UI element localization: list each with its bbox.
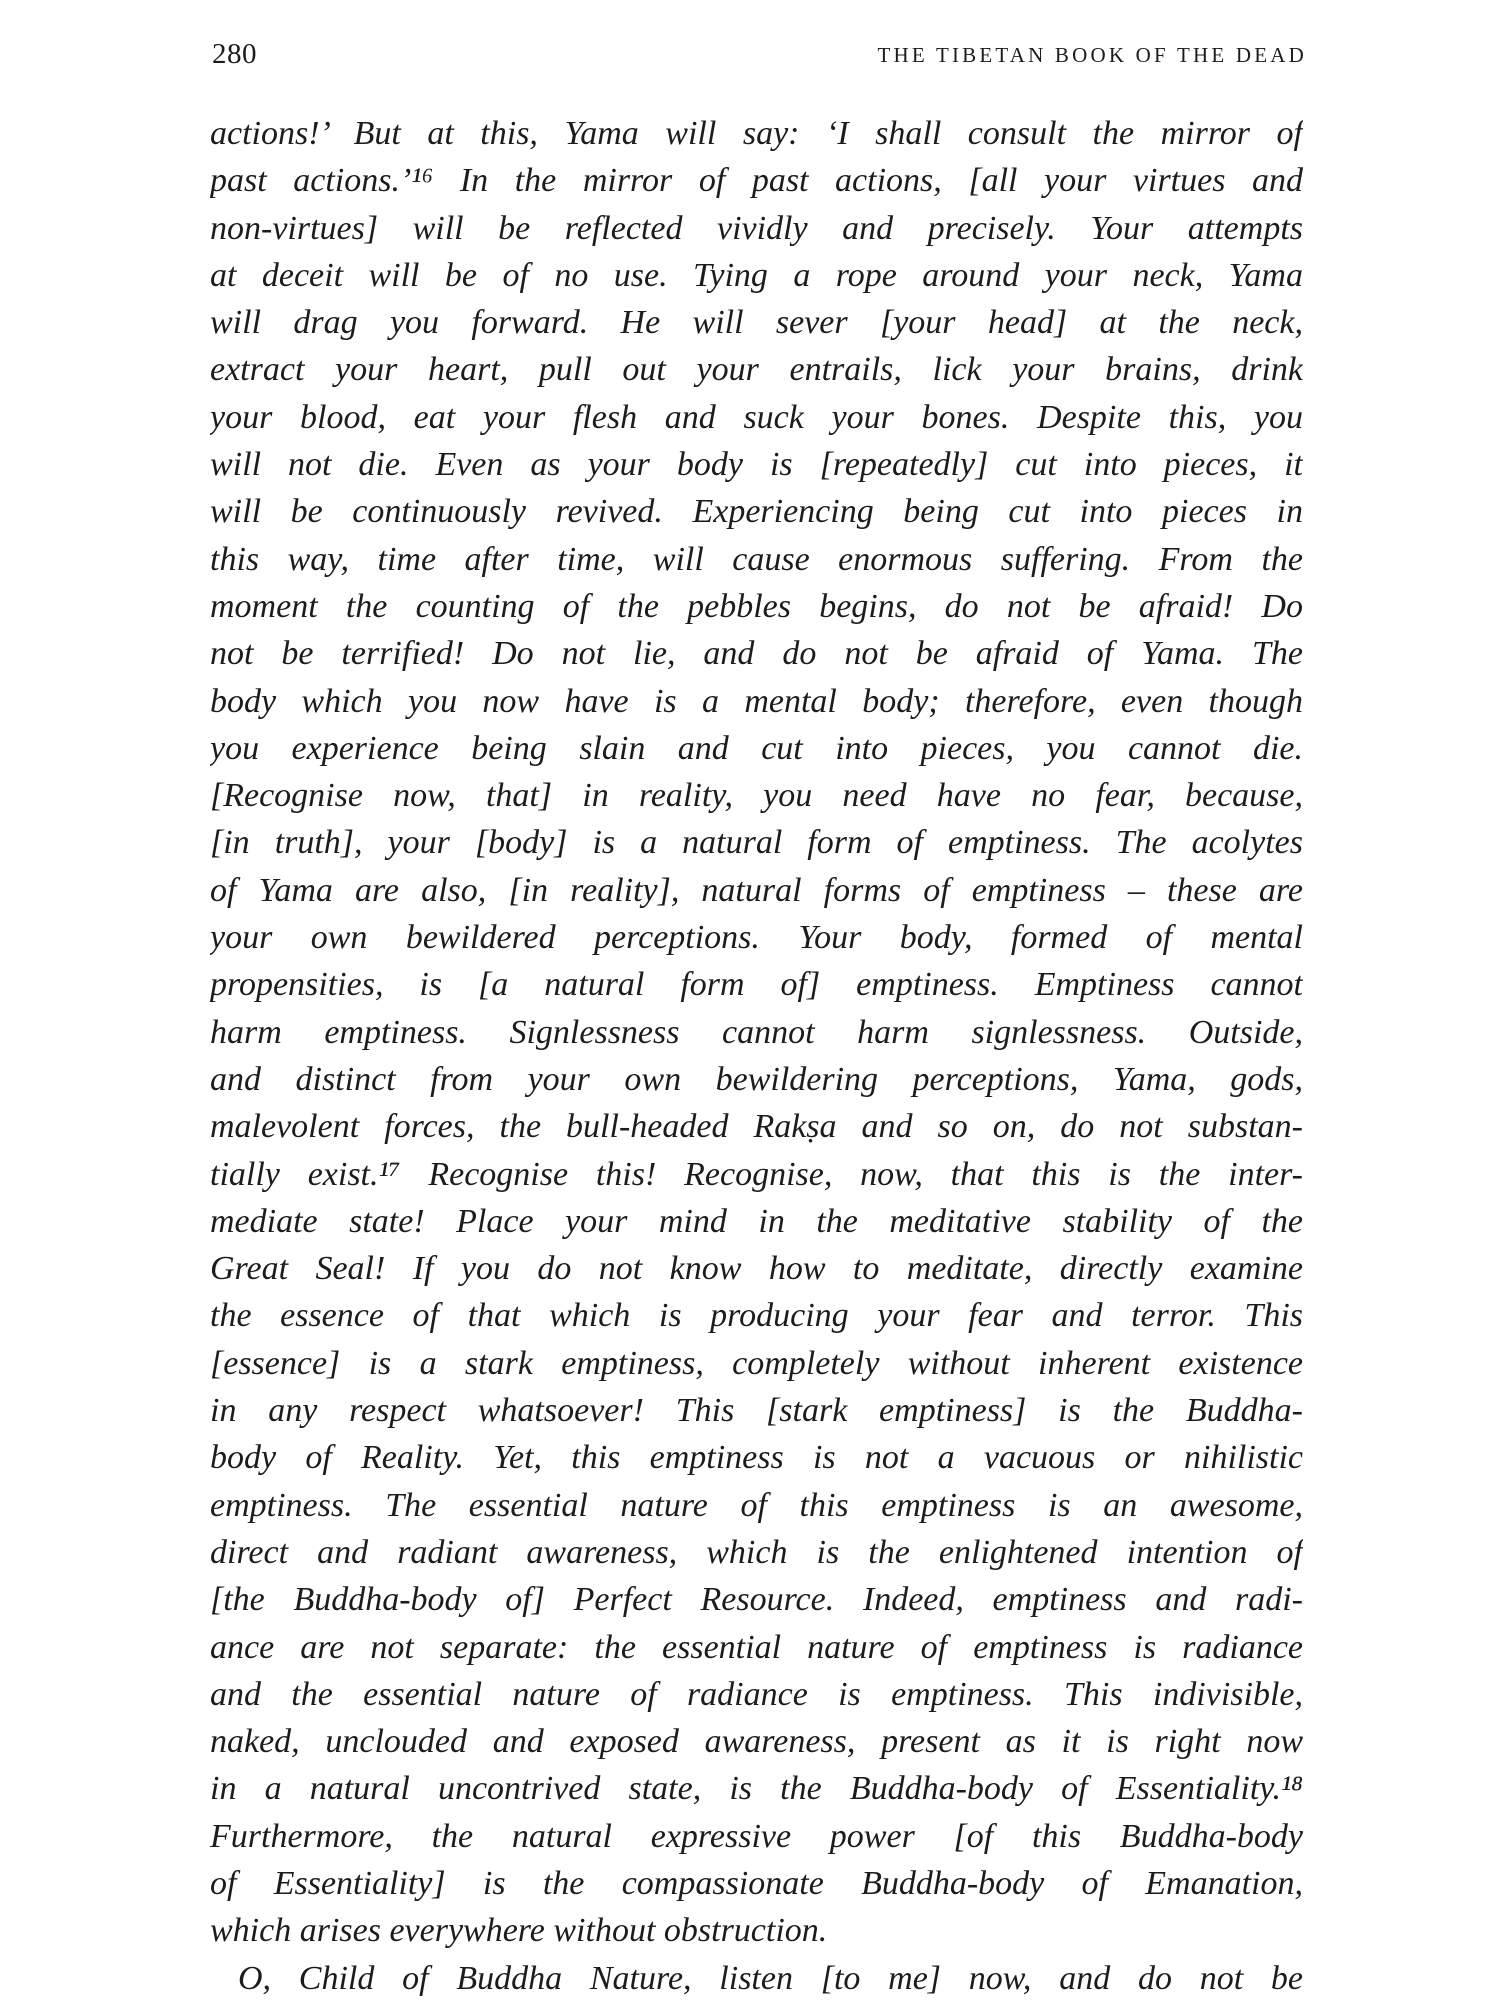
text-line: at deceit will be of no use. Tying a rope around your neck, Yama [210,256,1303,294]
text-line: extract your heart, pull out your entrails, lick your brains, drink [210,351,1303,389]
text-line: O, Child of Buddha Nature, listen [to me] now, and do not be [238,1959,1303,1997]
text-line: body of Reality. Yet, this emptiness is not a vacuous or nihilistic [210,1439,1303,1477]
text-line: actions!’ But at this, Yama will say: ‘I shall consult the mirror of [210,115,1303,152]
text-line: mediate state! Place your mind in the meditative stability of the [210,1202,1303,1240]
text-line: and the essential nature of radiance is emptiness. This indivisible, [210,1675,1303,1713]
text-line: emptiness. The essential nature of this emptiness is an awesome, [210,1486,1303,1524]
text-line: [the Buddha-body of] Perfect Resource. Indeed, emptiness and radi- [210,1581,1303,1619]
text-line: Great Seal! If you do not know how to meditate, directly examine [210,1250,1303,1288]
text-line: in any respect whatsoever! This [stark emptiness] is the Buddha- [210,1392,1303,1430]
text-line: the essence of that which is producing your fear and terror. This [210,1297,1303,1335]
running-head [212,34,1307,78]
text-line: not be terrified! Do not lie, and do not be afraid of Yama. The [210,635,1303,673]
text-line: which arises everywhere without obstruction. [210,1912,828,1950]
text-line: your own bewildered perceptions. Your body, formed of mental [210,919,1303,957]
page-number: 280 [212,38,257,70]
text-line: malevolent forces, the bull-headed Rakṣa and so on, do not substan- [210,1108,1303,1146]
text-line: ance are not separate: the essential nature of emptiness is radiance [210,1628,1303,1666]
text-line: you experience being slain and cut into pieces, you cannot die. [210,729,1303,767]
text-line: body which you now have is a mental body; therefore, even though [210,682,1303,720]
text-line: moment the counting of the pebbles begins, do not be afraid! Do [210,587,1303,625]
text-line: of Yama are also, [in reality], natural forms of emptiness – these are [210,871,1303,909]
text-line: tially exist.¹⁷ Recognise this! Recognise, now, that this is the inter- [210,1155,1303,1193]
text-line: [essence] is a stark emptiness, completely without inherent existence [210,1344,1303,1382]
text-line: of Essentiality] is the compassionate Buddha-body of Emanation, [210,1864,1303,1902]
text-line: in a natural uncontrived state, is the Buddha-body of Essentiality.¹⁸ [210,1770,1303,1808]
text-line: will drag you forward. He will sever [your head] at the neck, [210,304,1303,342]
text-line: your blood, eat your flesh and suck your bones. Despite this, you [210,398,1303,436]
text-line: this way, time after time, will cause enormous suffering. From the [210,540,1303,578]
text-line: propensities, is [a natural form of] emptiness. Emptiness cannot [210,966,1303,1004]
text-line: direct and radiant awareness, which is the enlightened intention of [210,1533,1303,1571]
text-line: and distinct from your own bewildering perceptions, Yama, gods, [210,1060,1303,1098]
text-line: [Recognise now, that] in reality, you need have no fear, because, [210,777,1303,815]
text-line: Furthermore, the natural expressive power [of this Buddha-body [210,1817,1303,1855]
body-text [210,110,1303,2002]
text-line: naked, unclouded and exposed awareness, present as it is right now [210,1723,1303,1761]
text-line: harm emptiness. Signlessness cannot harm signlessness. Outside, [210,1013,1303,1051]
text-line: non-virtues] will be reflected vividly and precisely. Your attempts [210,209,1303,247]
text-line: past actions.’¹⁶ In the mirror of past actions, [all your virtues and [210,162,1303,200]
running-title: THE TIBETAN BOOK OF THE DEAD [877,43,1307,67]
text-line: [in truth], your [body] is a natural form of emptiness. The acolytes [210,824,1303,862]
text-line: will not die. Even as your body is [repeatedly] cut into pieces, it [210,446,1303,484]
text-line: will be continuously revived. Experiencing being cut into pieces in [210,493,1303,531]
